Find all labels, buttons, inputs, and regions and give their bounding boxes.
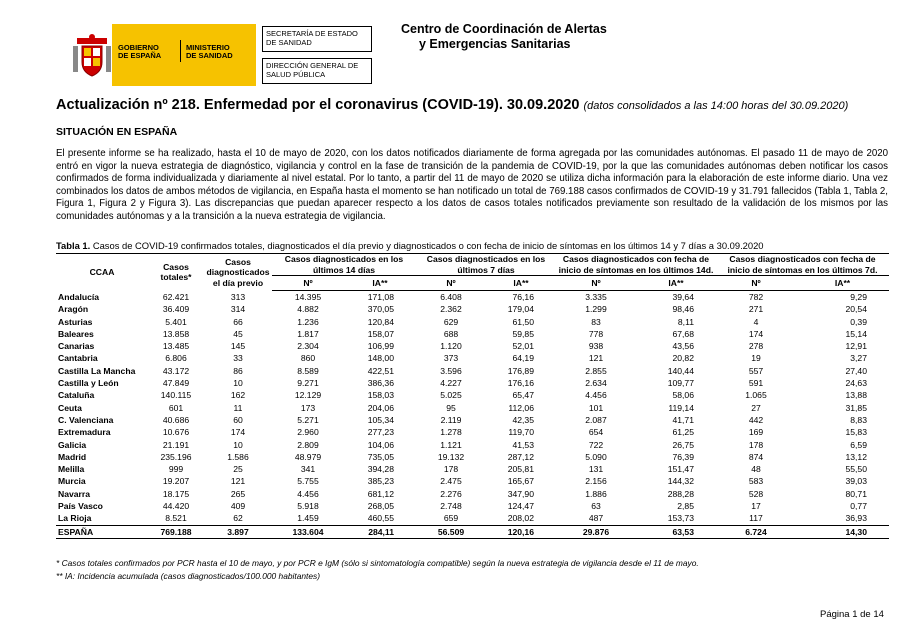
table-cell: 61,25 [672, 427, 694, 438]
table-cell: 145 [230, 341, 246, 352]
table-cell: 8,11 [677, 316, 694, 327]
table-cell: 18.175 [162, 488, 190, 499]
table-row [56, 352, 889, 364]
table-cell: 386,36 [367, 378, 394, 389]
table-cell: 659 [443, 513, 459, 524]
ccaa-cell: Andalucía [58, 291, 100, 302]
table-row [56, 463, 889, 475]
table-cell: 61,50 [512, 316, 534, 327]
table-cell: 45 [233, 328, 243, 339]
table-cell: 735,05 [367, 451, 394, 462]
table-cell: 173 [300, 402, 316, 413]
table-cell: 13,12 [845, 451, 867, 462]
table-cell: 13.485 [162, 341, 190, 352]
table-cell: 13,88 [845, 390, 867, 401]
table-cell: 12.129 [294, 390, 322, 401]
table-cell: 6,59 [850, 439, 867, 450]
table-cell: 288,28 [667, 488, 694, 499]
table-cell: 629 [443, 316, 459, 327]
table-row [56, 475, 889, 487]
secretaria-box: SECRETARÍA DE ESTADO DE SANIDAD [262, 26, 372, 52]
table-cell: 442 [748, 414, 764, 425]
table-cell: 5.918 [297, 501, 319, 512]
table-cell: 0,77 [850, 501, 867, 512]
table-cell: 370,05 [367, 304, 394, 315]
table-cell: 10.676 [162, 427, 190, 438]
table-cell: 8,83 [850, 414, 867, 425]
footnote-casos: * Casos totales confirmados por PCR hasta el 10 de mayo, y por PCR e IgM (sólo si sintomatología compatible) según la nueva estrategia de vigilancia desde el 11 de mayo. [56, 558, 699, 568]
table-cell: 265 [230, 488, 246, 499]
ccaa-cell: La Rioja [58, 513, 92, 524]
table-cell: 10 [233, 439, 243, 450]
gobierno-label: GOBIERNO DE ESPAÑA [118, 43, 162, 60]
table-cell: 42,35 [512, 414, 534, 425]
table-cell: 4.456 [585, 390, 607, 401]
table-cell: 62.421 [162, 291, 190, 302]
table-cell: 148,00 [367, 353, 394, 364]
table-cell: 3,27 [850, 353, 867, 364]
table-cell: 131 [588, 464, 604, 475]
table-cell: 41,71 [672, 414, 694, 425]
table-cell: 31,85 [845, 402, 867, 413]
table-cell: 120,16 [486, 525, 556, 538]
table-row [56, 426, 889, 438]
ccaa-cell: Aragón [58, 304, 89, 315]
table-cell: 19.132 [437, 451, 465, 462]
table-cell: 654 [588, 427, 604, 438]
table-cell: 2.119 [440, 414, 462, 425]
table-cell: 66 [233, 316, 243, 327]
table-cell: 98,46 [672, 304, 694, 315]
table-row [56, 451, 889, 463]
table-cell: 1.236 [297, 316, 319, 327]
header-ia: IA** [636, 276, 716, 291]
table-cell: 11 [233, 402, 243, 413]
report-title: Actualización nº 218. Enfermedad por el coronavirus (COVID-19). 30.09.2020 (datos consolidados a las 14:00 horas del 30.09.2020) [56, 97, 849, 113]
table-cell: 938 [588, 341, 604, 352]
table-cell: 27 [751, 402, 761, 413]
table-cell: 20,54 [845, 304, 867, 315]
table-cell: 204,06 [367, 402, 394, 413]
ccaa-cell: Cantabria [58, 353, 98, 364]
table-row [56, 316, 889, 328]
table-cell: 601 [168, 402, 184, 413]
header-sintomas-7d: Casos diagnosticados con fecha de inicio de síntomas en los últimos 7d. [716, 254, 889, 276]
table-row [56, 328, 889, 340]
table-cell: 117 [749, 513, 763, 524]
report-subtitle: (datos consolidados a las 14:00 horas del 30.09.2020) [583, 100, 849, 112]
header-previo: Casos diagnosticados el día previo [204, 254, 272, 291]
table-cell: 17 [751, 501, 761, 512]
table-cell: 29.876 [556, 525, 636, 538]
footnote-ia: ** IA: Incidencia acumulada (casos diagnosticados/100.000 habitantes) [56, 571, 320, 581]
table-row [56, 414, 889, 426]
table-cell: 208,02 [507, 513, 534, 524]
table-cell: 52,01 [512, 341, 534, 352]
table-cell: 158,03 [367, 390, 394, 401]
table-cell: 64,19 [512, 353, 534, 364]
header-7d: Casos diagnosticados en los últimos 7 días [416, 254, 556, 276]
table-cell: 179,04 [507, 304, 534, 315]
table-cell: 47.849 [162, 378, 190, 389]
table-cell: 121 [230, 476, 246, 487]
table-cell: 176,16 [507, 378, 534, 389]
table-cell: 174 [748, 328, 764, 339]
header-n: Nº [556, 276, 636, 291]
table-cell: 13.858 [162, 328, 190, 339]
table-cell: 104,06 [367, 439, 394, 450]
table-cell: 205,81 [507, 464, 534, 475]
header-14d: Casos diagnosticados en los últimos 14 días [272, 254, 416, 276]
table-cell: 151,47 [667, 464, 694, 475]
ccaa-cell: Murcia [58, 476, 86, 487]
table-cell: 2.156 [585, 476, 607, 487]
intro-paragraph: El presente informe se ha realizado, hasta el 10 de mayo de 2020, con los datos notificados diariamente de forma agregada por las comunidades autónomas. El pasado 11 de mayo de 2020 entró en vigor la nueva estrategia de diagnóstico, vigilancia y control en la fase de transición de la pandemia de COVID-19, por la que las comunidades autónomas deben notificar los casos confirmados de forma individualizada y diariamente al nivel estatal. Por lo tanto, a partir del 11 de mayo de 2020 se utiliza dicha información para la elaboración de este informe diario. Una vez combinados los datos de ambos métodos de vigilancia, en España hasta el momento se han notificado un total de 769.188 casos confirmados de COVID-19 y 31.791 fallecidos (Tabla 1, Tabla 2, Figura 1, Figura 2 y Figura 3). Las discrepancias que puedan aparecer respecto a los datos de casos totales notificados previamente son resultado de la validación de los mismos por las comunidades autónomas y a la transición a la nueva estrategia de vigilancia. [56, 148, 888, 222]
table-row [56, 439, 889, 451]
table-cell: 133.604 [272, 525, 344, 538]
table-cell: 1.120 [440, 341, 462, 352]
table-cell: 9,29 [850, 292, 867, 302]
table-cell: 63,53 [636, 525, 716, 538]
table-cell: 48 [751, 464, 761, 475]
table-cell: 14,30 [796, 525, 889, 538]
table-row [56, 377, 889, 389]
table-cell: 15,14 [845, 328, 867, 339]
table-cell: 860 [300, 353, 316, 364]
header-n: Nº [272, 276, 344, 291]
table-cell: 3.897 [204, 525, 272, 538]
table-cell: 2.362 [440, 304, 462, 315]
table-cell: 769.188 [148, 525, 204, 538]
ccaa-cell: C. Valenciana [58, 414, 114, 425]
table-cell: 95 [446, 402, 456, 413]
table-cell: 65,47 [512, 390, 534, 401]
table-cell: 5.090 [585, 451, 607, 462]
ccaa-cell: Cataluña [58, 390, 95, 401]
table-cell: 41,53 [512, 439, 534, 450]
table-cell: 26,75 [672, 439, 694, 450]
table-cell: 59,85 [512, 328, 534, 339]
table-cell: 0,39 [850, 316, 867, 327]
table-cell: 5.271 [297, 414, 319, 425]
table-row [56, 365, 889, 377]
table-row [56, 389, 889, 401]
table-cell: 140,44 [667, 365, 694, 376]
table-cell: 681,12 [367, 488, 394, 499]
table-cell: 1.586 [227, 451, 249, 462]
table-cell: 165,67 [507, 476, 534, 487]
table-cell: 21.191 [162, 439, 190, 450]
table-cell: 55,50 [845, 464, 867, 475]
table-cell: 460,55 [367, 513, 394, 524]
table-cell: 8.589 [297, 365, 319, 376]
table-cell: 2.960 [297, 427, 319, 438]
direccion-box: DIRECCIÓN GENERAL DE SALUD PÚBLICA [262, 58, 372, 84]
table-cell: 144,32 [667, 476, 694, 487]
table-cell: 44.420 [162, 501, 190, 512]
header-n: Nº [716, 276, 796, 291]
table-cell: 409 [230, 501, 246, 512]
ccaa-cell: Castilla La Mancha [58, 365, 136, 376]
table-cell: 86 [233, 365, 243, 376]
table-cell: 284,11 [344, 525, 416, 538]
table-cell: 268,05 [367, 501, 394, 512]
table-cell: 20,82 [672, 353, 694, 364]
coat-of-arms-icon [72, 34, 112, 80]
table-cell: 999 [168, 464, 184, 475]
table-cell: 63 [591, 501, 601, 512]
table-cell: 124,47 [507, 501, 534, 512]
table-cell: 9.271 [297, 378, 319, 389]
table-cell: 1.121 [440, 439, 462, 450]
header-ccaa: CCAA [56, 254, 148, 291]
table-cell: 347,90 [507, 488, 534, 499]
table-cell: 583 [748, 476, 764, 487]
table-cell: 4 [753, 316, 759, 327]
table-cell: 58,06 [672, 390, 694, 401]
table-cell: 25 [233, 464, 243, 475]
table-cell: 3.335 [585, 292, 607, 302]
table-cell: 6.806 [165, 353, 187, 364]
ccaa-cell: ESPAÑA [56, 525, 148, 538]
table-row [56, 488, 889, 500]
table-cell: 140.115 [160, 390, 192, 401]
table-cell: 60 [233, 414, 243, 425]
table-cell: 277,23 [367, 427, 394, 438]
table-cell: 62 [233, 513, 243, 524]
table-cell: 287,12 [507, 451, 534, 462]
table-caption: Tabla 1. Casos de COVID-19 confirmados totales, diagnosticados el día previo y diagnosticados o con fecha de inicio de síntomas en los últimos 14 y 7 días a 30.09.2020 [56, 240, 764, 251]
header-ia: IA** [486, 276, 556, 291]
header-n: Nº [416, 276, 486, 291]
ccaa-cell: Galicia [58, 439, 87, 450]
table-cell: 314 [230, 304, 246, 315]
logo-divider [180, 40, 181, 62]
table-cell: 278 [748, 341, 764, 352]
page-number: Página 1 de 14 [820, 609, 884, 620]
table-cell: 2,85 [677, 501, 694, 512]
table-cell: 119,14 [668, 402, 694, 413]
table-cell: 162 [230, 390, 246, 401]
table-cell: 43,56 [672, 341, 694, 352]
table-cell: 158,07 [367, 328, 394, 339]
table-row [56, 340, 889, 352]
ministerio-label: MINISTERIO DE SANIDAD [186, 43, 233, 60]
table-cell: 80,71 [845, 488, 867, 499]
table-cell: 313 [230, 291, 246, 302]
table-cell: 2.475 [440, 476, 462, 487]
header-sintomas-14d: Casos diagnosticados con fecha de inicio de síntomas en los últimos 14d. [556, 254, 716, 276]
section-heading: SITUACIÓN EN ESPAÑA [56, 126, 178, 138]
table-cell: 153,73 [667, 513, 694, 524]
ccaa-cell: Asturias [58, 316, 93, 327]
table-cell: 8.521 [165, 513, 187, 524]
table-cell: 2.087 [585, 414, 607, 425]
table-cell: 394,28 [367, 464, 394, 475]
table-cell: 271 [748, 304, 764, 315]
table-cell: 2.276 [440, 488, 462, 499]
table-cell: 171,08 [367, 292, 394, 302]
table-cell: 19 [751, 353, 761, 364]
table-cell: 4.227 [440, 378, 462, 389]
table-cell: 1.065 [745, 390, 767, 401]
table-cell: 373 [443, 353, 459, 364]
table-row [56, 291, 889, 304]
ccaa-cell: Extremadura [58, 427, 111, 438]
table-cell: 169 [748, 427, 764, 438]
table-cell: 422,51 [367, 365, 394, 376]
table-cell: 36.409 [162, 304, 190, 315]
centro-title: Centro de Coordinación de Alertas y Emergencias Sanitarias [401, 22, 607, 51]
table-cell: 15,83 [845, 427, 867, 438]
header-totales: Casos totales* [148, 254, 204, 291]
table-cell: 112,06 [508, 402, 534, 413]
table-cell: 487 [588, 513, 604, 524]
table-cell: 109,77 [667, 378, 694, 389]
table-cell: 67,68 [672, 328, 694, 339]
table-row [56, 402, 889, 414]
table-cell: 14.395 [294, 292, 322, 302]
table-cell: 778 [588, 328, 604, 339]
table-cell: 528 [748, 488, 764, 499]
table-cell: 178 [443, 464, 459, 475]
table-cell: 174 [230, 427, 246, 438]
table-cell: 557 [748, 365, 764, 376]
table-cell: 178 [748, 439, 764, 450]
table-total-row [56, 525, 889, 538]
table-cell: 33 [233, 353, 243, 364]
table-cell: 782 [748, 292, 764, 302]
ccaa-cell: Navarra [58, 488, 91, 499]
table-cell: 722 [588, 439, 604, 450]
table-cell: 6.408 [440, 292, 462, 302]
table-cell: 1.817 [297, 328, 319, 339]
ccaa-cell: Canarias [58, 341, 95, 352]
table-cell: 56.509 [416, 525, 486, 538]
table-cell: 385,23 [367, 476, 394, 487]
table-cell: 5.755 [297, 476, 319, 487]
table-cell: 6.724 [716, 525, 796, 538]
ccaa-cell: País Vasco [58, 501, 103, 512]
ccaa-cell: Madrid [58, 451, 87, 462]
table-cell: 176,89 [507, 365, 534, 376]
table-cell: 235.196 [160, 451, 192, 462]
table-cell: 40.686 [162, 414, 190, 425]
table-row [56, 500, 889, 512]
table-row [56, 303, 889, 315]
table-cell: 36,93 [845, 513, 867, 524]
table-cell: 2.809 [297, 439, 319, 450]
table-cell: 1.278 [440, 427, 462, 438]
table-cell: 1.886 [585, 488, 607, 499]
table-cell: 4.882 [297, 304, 319, 315]
table-cell: 24,63 [845, 378, 867, 389]
table-cell: 39,03 [845, 476, 867, 487]
table-cell: 2.855 [585, 365, 607, 376]
table-cell: 106,99 [367, 341, 394, 352]
table-cell: 76,16 [512, 292, 534, 302]
table-cell: 3.596 [440, 365, 462, 376]
table-row [56, 512, 889, 525]
table-cell: 4.456 [297, 488, 319, 499]
table-cell: 1.459 [297, 513, 319, 524]
table-cell: 12,91 [845, 341, 867, 352]
table-cell: 105,34 [367, 414, 394, 425]
table-cell: 874 [748, 451, 764, 462]
ccaa-cell: Melilla [58, 464, 85, 475]
table-cell: 2.748 [440, 501, 462, 512]
table-cell: 83 [591, 316, 601, 327]
table-cell: 48.979 [294, 451, 322, 462]
table-cell: 688 [443, 328, 459, 339]
table-cell: 5.025 [440, 390, 462, 401]
table-cell: 19.207 [162, 476, 190, 487]
cases-table [56, 253, 889, 539]
header-ia: IA** [344, 276, 416, 291]
table-cell: 76,39 [672, 451, 694, 462]
ccaa-cell: Castilla y León [58, 378, 119, 389]
table-cell: 101 [588, 402, 604, 413]
table-cell: 43.172 [162, 365, 190, 376]
table-cell: 10 [233, 378, 243, 389]
table-cell: 27,40 [845, 365, 867, 376]
table-cell: 39,64 [672, 292, 694, 302]
table-cell: 119,70 [508, 427, 534, 438]
header-ia: IA** [796, 276, 889, 291]
table-cell: 120,84 [367, 316, 394, 327]
table-cell: 5.401 [165, 316, 187, 327]
ccaa-cell: Ceuta [58, 402, 82, 413]
table-cell: 591 [748, 378, 764, 389]
table-cell: 1.299 [585, 304, 607, 315]
ccaa-cell: Baleares [58, 328, 94, 339]
table-cell: 2.304 [297, 341, 319, 352]
table-cell: 341 [300, 464, 316, 475]
table-cell: 121 [588, 353, 604, 364]
table-cell: 2.634 [585, 378, 607, 389]
